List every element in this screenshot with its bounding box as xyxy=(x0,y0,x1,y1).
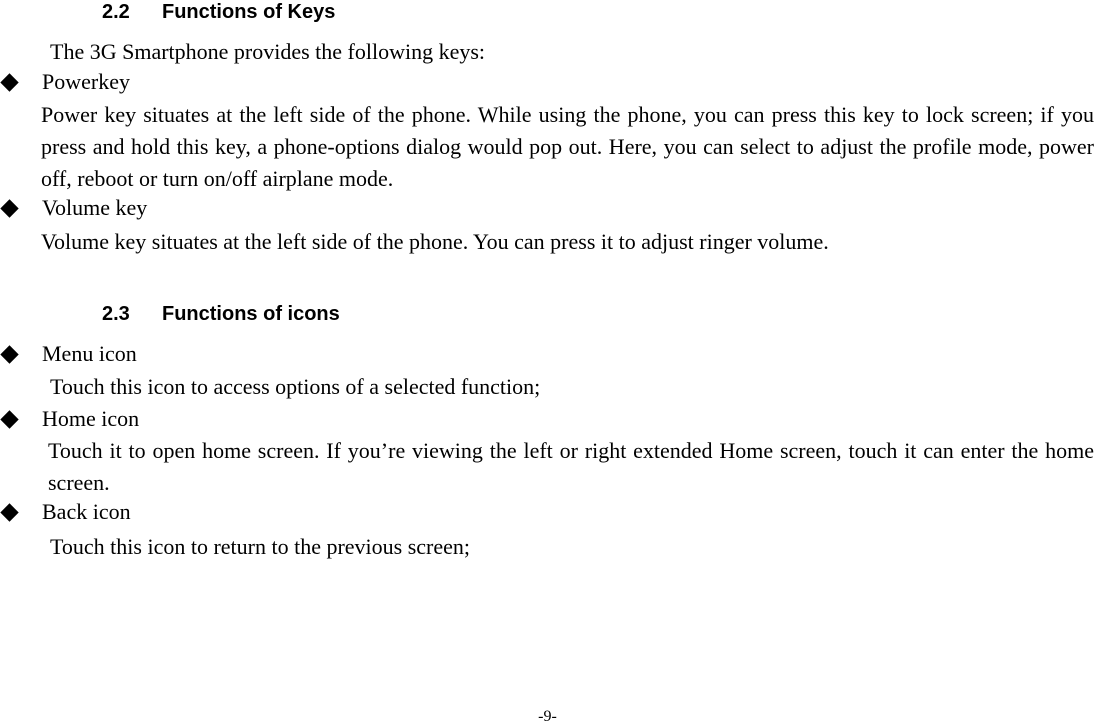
diamond-bullet-icon xyxy=(0,410,18,428)
page-number: -9- xyxy=(538,708,557,725)
diamond-bullet-icon xyxy=(0,345,18,363)
section-number: 2.2 xyxy=(102,1,130,23)
diamond-bullet-icon xyxy=(0,199,18,217)
bullet-label-menu-icon: Menu icon xyxy=(42,341,137,366)
section-heading-icons xyxy=(102,302,340,326)
diamond-bullet-icon xyxy=(0,73,18,91)
bullet-text-back-icon: Touch this icon to return to the previous screen; xyxy=(50,534,471,559)
bullet-label-back-icon: Back icon xyxy=(42,499,131,524)
section-number: 2.3 xyxy=(102,303,130,325)
section-title: Functions of icons xyxy=(162,303,340,325)
section-heading-keys xyxy=(102,0,335,24)
bullet-label-volume-key: Volume key xyxy=(42,195,148,220)
bullet-text-home-icon: Touch it to open home screen. If you’re viewing the left or right extended Home screen, touch it can enter the home screen. xyxy=(48,438,1094,495)
bullet-text-menu-icon: Touch this icon to access options of a selected function; xyxy=(50,374,541,399)
bullet-text-volume-key: Volume key situates at the left side of the phone. You can press it to adjust ringer volume. xyxy=(41,229,829,254)
section-intro: The 3G Smartphone provides the following keys: xyxy=(50,39,486,64)
section-title: Functions of Keys xyxy=(162,1,336,23)
bullet-label-home-icon: Home icon xyxy=(42,406,140,431)
diamond-bullet-icon xyxy=(0,503,18,521)
bullet-label-powerkey: Powerkey xyxy=(42,69,130,94)
bullet-text-powerkey: Power key situates at the left side of the phone. While using the phone, you can press this key to lock screen; if you press and hold this key, a phone-options dialog would pop out. Here, you can select to adjust the profile mode, power off, reboot or turn on/off airplane mode. xyxy=(41,102,1094,191)
